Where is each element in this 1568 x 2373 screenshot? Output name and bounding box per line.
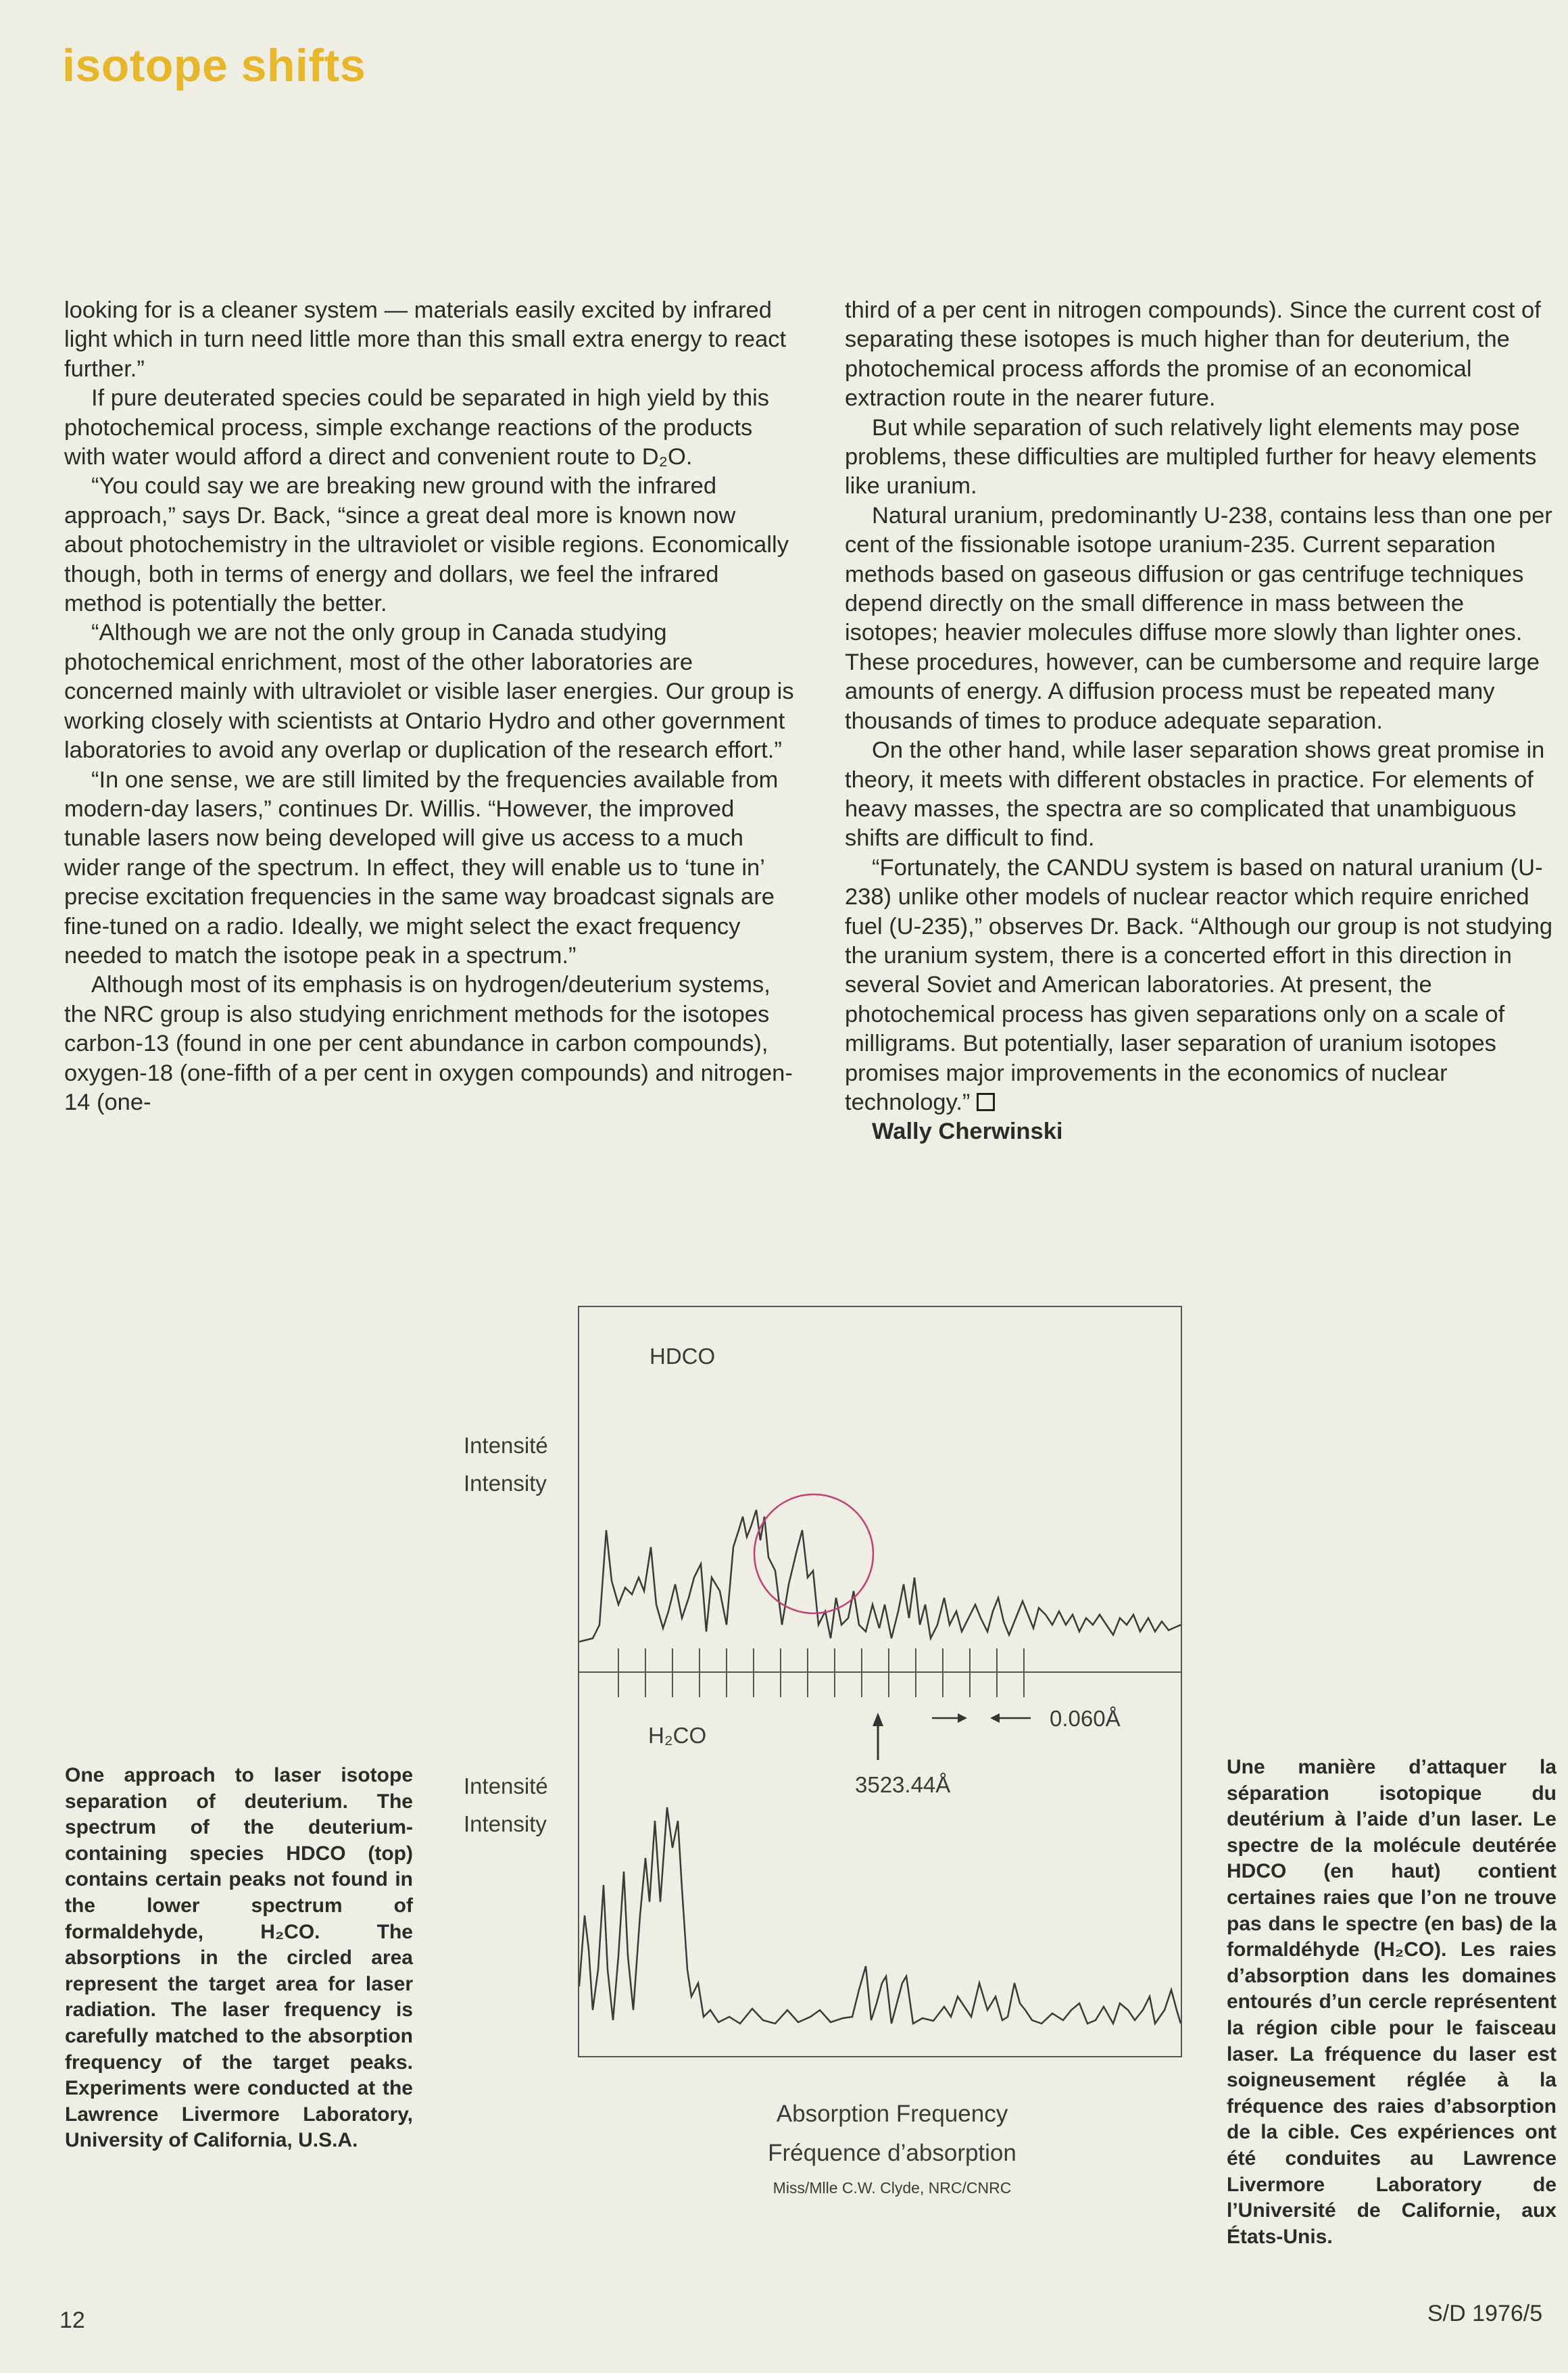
- paragraph: If pure deuterated species could be separated in high yield by this photochemical process, simple exchange reactions of the products with water would afford a direct and convenient route to D₂O.: [64, 385, 770, 470]
- wavelength-marker-label: 3523.44Å: [855, 1772, 951, 1797]
- paragraph: “In one sense, we are still limited by the frequencies available from modern-day lasers,” continues Dr. Willis. “However, the improved tunable lasers now being developed will give us access to a much wider range of the spectrum. In effect, they will enable us to ‘tune in’ precise excitation frequencies in the same way broadcast signals are fine-tuned on a radio. Ideally, we might select the exact frequency needed to match the isotope peak in a spectrum.”: [64, 766, 779, 969]
- caption-english: One approach to laser isotope separation of deuterium. The spectrum of the deuterium-containing species HDCO (top) contains certain peaks not found in the lower spectrum of formaldehyde, H₂CO. The absorptions in the circled area represent the target area for laser radiation. The laser frequency is carefully matched to the absorption frequency of the target peaks. Experiments were conducted at the Lawrence Livermore Laboratory, University of California, U.S.A.: [65, 1764, 413, 2152]
- figure-credit: Miss/Mlle C.W. Clyde, NRC/CNRC: [773, 2179, 1012, 2197]
- article-column-left: [64, 296, 794, 1117]
- paragraph-last: [845, 854, 1561, 1118]
- spectrum-figure: [578, 1306, 1182, 2057]
- paragraph: “You could say we are breaking new ground with the infrared approach,” says Dr. Back, “since a great deal more is known now about photochemistry in the ultraviolet or visible regions. Economically though, both in terms of energy and dollars, we feel the infrared method is potentially the better.: [64, 473, 789, 617]
- spacing-arrowhead-right: [990, 1713, 1000, 1723]
- paragraph: third of a per cent in nitrogen compounds). Since the current cost of separating these isotopes is much higher than for deuterium, the photochemical process affords the promise of an economical extraction route in the nearer future.: [845, 297, 1541, 412]
- spectrum-svg: [579, 1307, 1181, 2056]
- marker-arrow-head: [873, 1713, 883, 1726]
- end-mark-icon: [977, 1093, 995, 1111]
- paragraph: Although most of its emphasis is on hydrogen/deuterium systems, the NRC group is also studying enrichment methods for the isotopes carbon-13 (found in one per cent abundance in carbon compounds), oxygen-18 (one-fifth of a per cent in oxygen compounds) and nitrogen-14 (one-: [64, 972, 793, 1115]
- spacing-arrowhead-left: [958, 1713, 967, 1723]
- intensity-en-top: Intensity: [464, 1471, 547, 1496]
- h2co-spectrum-line: [579, 1807, 1181, 2024]
- paragraph: But while separation of such relatively light elements may pose problems, these difficulties are multipled further for heavy elements like uranium.: [845, 414, 1537, 499]
- h2co-label: H₂CO: [648, 1723, 707, 1748]
- paragraph: Natural uranium, predominantly U-238, contains less than one per cent of the fissionable isotope uranium-235. Current separation methods based on gaseous diffusion or gas centrifuge techniques depend directly on the small difference in mass between the isotopes; heavier molecules diffuse more slowly than lighter ones. These procedures, however, can be cumbersome and require large amounts of energy. A diffusion process must be repeated many thousands of times to produce adequate separation.: [845, 502, 1552, 734]
- caption-french: Une manière d’attaquer la séparation isotopique du deutérium à l’aide d’un laser. Le spectre de la molécule deutérée HDCO (en haut) contient certaines raies que l’on ne trouve pas dans le spectre (en bas) de la formaldéhyde (H₂CO). Les raies d’absorption dans les domaines entourés d’un cercle représentent la région cible pour le faisceau laser. La fréquence du laser est soigneusement réglée à la fréquence des raies d’absorption de la cible. Ces expériences ont été conduites au Lawrence Livermore Laboratory de l’Université de Californie, aux États-Unis.: [1227, 1756, 1557, 2248]
- hdco-spectrum-line: [579, 1510, 1181, 1642]
- page-number: 12: [59, 2307, 85, 2333]
- axis-label-en: Absorption Frequency: [776, 2101, 1008, 2127]
- target-circle: [754, 1494, 873, 1613]
- intensity-fr-top: Intensité: [464, 1433, 548, 1458]
- paragraph: “Although we are not the only group in Canada studying photochemical enrichment, most of the other laboratories are concerned mainly with ultraviolet or visible laser energies. Our group is working closely with scientists at Ontario Hydro and other government laboratories to avoid any overlap or duplication of the research effort.”: [64, 620, 794, 764]
- hdco-label: HDCO: [650, 1344, 716, 1369]
- axis-label-fr: Fréquence d’absorption: [768, 2140, 1016, 2166]
- spacing-label: 0.060Å: [1050, 1706, 1121, 1731]
- section-title: isotope shifts: [62, 40, 366, 91]
- byline: Wally Cherwinski: [872, 1119, 1063, 1145]
- article-column-right: [845, 296, 1561, 1147]
- paragraph-text: “Fortunately, the CANDU system is based on natural uranium (U-238) unlike other models of nuclear reactor which require enriched fuel (U-235),” observes Dr. Back. “Although our group is not studying the uranium system, there is a concerted effort in this direction in several Soviet and American laboratories. At present, the photochemical process has given separations only on a scale of milligrams. But potentially, laser separation of uranium isotopes promises major improvements in the economics of nuclear technology.”: [845, 854, 1553, 1115]
- paragraph: looking for is a cleaner system — materials easily excited by infrared light which in turn need little more than this small extra energy to react further.”: [64, 297, 787, 382]
- paragraph: On the other hand, while laser separation shows great promise in theory, it meets with different obstacles in practice. For elements of heavy masses, the spectra are so complicated that unambiguous shifts are difficult to find.: [845, 737, 1545, 852]
- issue-label: S/D 1976/5: [1427, 2301, 1543, 2326]
- intensity-fr-bottom: Intensité: [464, 1773, 548, 1799]
- intensity-en-bottom: Intensity: [464, 1811, 547, 1836]
